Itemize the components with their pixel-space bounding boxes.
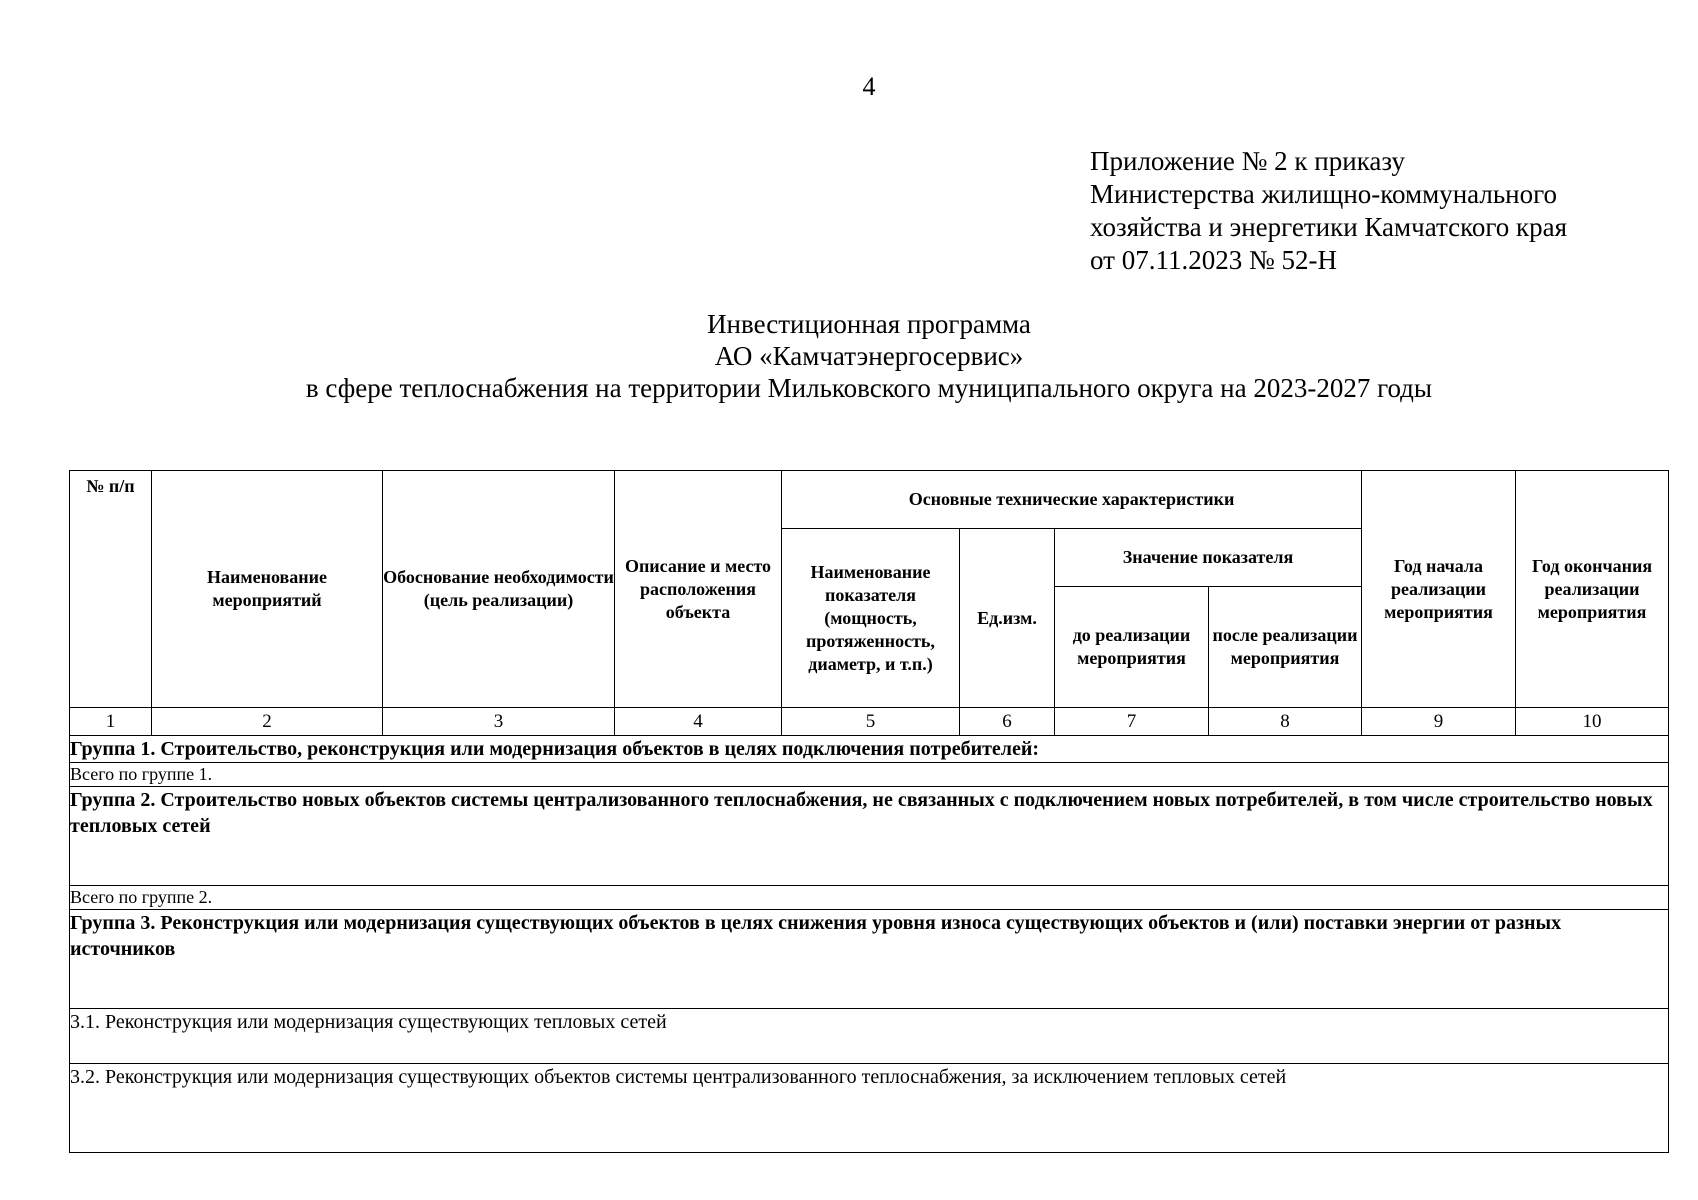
column-number: 7 (1055, 708, 1209, 736)
column-number: 5 (782, 708, 960, 736)
group-2-total: Всего по группе 2. (70, 886, 1669, 910)
column-number: 2 (152, 708, 383, 736)
group-1-total: Всего по группе 1. (70, 763, 1669, 787)
header-num: № п/п (70, 471, 152, 708)
column-number: 3 (383, 708, 615, 736)
header-unit: Ед.изм. (960, 529, 1055, 708)
header-after: после реализации мероприятия (1209, 587, 1362, 708)
header-justification: Обоснование необходимости (цель реализации) (383, 471, 615, 708)
subgroup-3-2: 3.2. Реконструкция или модернизация существующих объектов системы централизованного теплоснабжения, за исключением тепловых сетей (70, 1064, 1669, 1153)
appendix-line: от 07.11.2023 № 52-Н (1090, 245, 1337, 275)
column-number: 1 (70, 708, 152, 736)
group-1-heading: Группа 1. Строительство, реконструкция или модернизация объектов в целях подключения потребителей: (70, 736, 1669, 763)
title-line: Инвестиционная программа (707, 309, 1031, 339)
column-number-row (70, 708, 1669, 736)
header-start-year: Год начала реализации мероприятия (1362, 471, 1516, 708)
title-line: АО «Камчатэнергосервис» (714, 341, 1024, 371)
header-indicator-name: Наименование показателя (мощность, протяженность, диаметр, и т.п.) (782, 529, 960, 708)
header-end-year: Год окончания реализации мероприятия (1516, 471, 1669, 708)
title-line: в сфере теплоснабжения на территории Мильковского муниципального округа на 2023-2027 годы (305, 373, 1433, 403)
appendix-line: Приложение № 2 к приказу (1090, 146, 1405, 176)
column-number: 9 (1362, 708, 1516, 736)
investment-program-table (69, 470, 1669, 1153)
page-number: 4 (862, 72, 876, 101)
header-tech: Основные технические характеристики (782, 471, 1362, 529)
header-before: до реализации мероприятия (1055, 587, 1209, 708)
header-description: Описание и место расположения объекта (615, 471, 782, 708)
column-number: 8 (1209, 708, 1362, 736)
column-number: 4 (615, 708, 782, 736)
header-name: Наименование мероприятий (152, 471, 383, 708)
group-3-heading: Группа 3. Реконструкция или модернизация существующих объектов в целях снижения уровня износа существующих объектов и (или) поставки энергии от разных источников (70, 910, 1669, 1009)
document-title (0, 308, 1698, 404)
column-number: 10 (1516, 708, 1669, 736)
column-number: 6 (960, 708, 1055, 736)
appendix-line: Министерства жилищно-коммунального (1090, 179, 1558, 209)
header-indicator-value: Значение показателя (1055, 529, 1362, 587)
group-2-heading: Группа 2. Строительство новых объектов системы централизованного теплоснабжения, не связанных с подключением новых потребителей, в том числе строительство новых тепловых сетей (70, 787, 1669, 886)
subgroup-3-1: 3.1. Реконструкция или модернизация существующих тепловых сетей (70, 1009, 1669, 1064)
appendix-line: хозяйства и энергетики Камчатского края (1090, 212, 1568, 242)
appendix-note (1090, 145, 1567, 277)
